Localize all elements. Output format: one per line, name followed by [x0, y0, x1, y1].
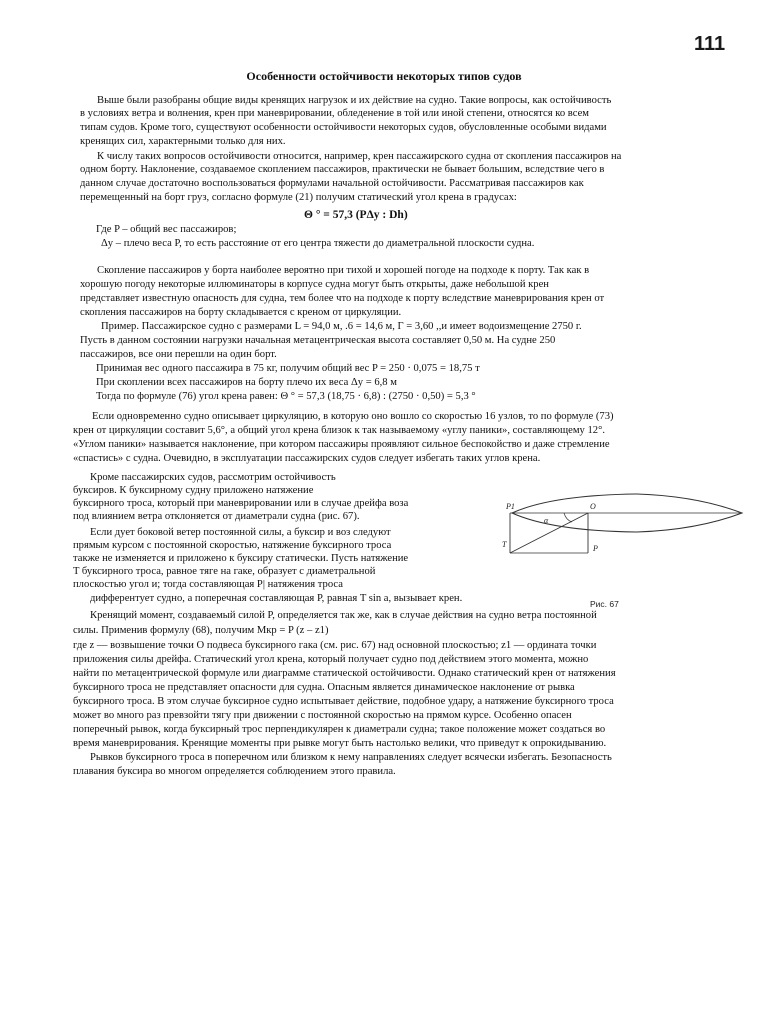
text-line: Если одновременно судно описывает циркуляцию, в которую оно вошло со скоростью 16 узлов, то по формуле (73): [92, 411, 614, 422]
formula-heel-angle: Θ ° = 57,3 (PΔy : Dh): [304, 209, 408, 221]
text-line: буксирного троса не представляет опасности для судна. Опасным является динамическое наклонение от рывка: [73, 682, 575, 693]
text-line: кренящих сил, характерными только для них.: [80, 136, 286, 147]
text-line: дифферентует судно, а поперечная составляющая P, равная T sin a, вызывает крен.: [90, 593, 463, 604]
text-line: Кроме пассажирских судов, рассмотрим остойчивость: [90, 472, 336, 483]
text-line: типам судов. Кроме того, существуют особенности остойчивости некоторых судов, обусловленные особыми видами: [80, 122, 607, 133]
text-line: где z — возвышение точки O подвеса буксирного гака (см. рис. 67) над основной плоскостью; z1 — ордината точки: [73, 640, 597, 651]
text-line: Δy – плечо веса P, то есть расстояние от его центра тяжести до диаметральной плоскости судна.: [101, 238, 535, 249]
text-line: плавания буксира во многом определяется соблюдением этого правила.: [73, 766, 396, 777]
text-line: буксиров. К буксирному судну приложено натяжение: [73, 485, 314, 496]
label-p: P: [593, 544, 598, 553]
text-line: T буксирного троса, равное тяге на гаке, образует с диаметральной: [73, 566, 376, 577]
text-line: время маневрирования. Кренящие моменты при рывке могут быть настолько велики, что приведут к опрокидыванию.: [73, 738, 607, 749]
text-line: перемещенный на борт груз, согласно формуле (21) получим статический угол крена в градусах:: [80, 192, 517, 203]
text-line: приложения силы дрейфа. Статический угол крена, который получает судно под действием этого момента, можно: [73, 654, 589, 665]
text-line: плоскостью угол и; тогда составляющая P| натяжения троса: [73, 579, 343, 590]
text-line: поперечный рывок, когда буксирный трос перпендикулярен к диаметрали судна; такое положение может создаться во: [73, 724, 606, 735]
text-line: в условиях ветра и волнения, крен при маневрировании, обледенение в той или иной степени, относятся ко всем: [80, 108, 589, 119]
text-line: Где P – общий вес пассажиров;: [96, 224, 237, 235]
label-p1: P1: [506, 502, 515, 511]
text-line: данном случае достаточно воспользоваться формулами начальной остойчивости. Рассматривая пассажиров как: [80, 178, 584, 189]
label-o: O: [590, 502, 596, 511]
label-t: T: [502, 540, 507, 549]
text-line: силы. Применив формулу (68), получим Mкр = P (z – z1): [73, 625, 329, 636]
angle-arc: [564, 513, 572, 522]
text-line: представляет известную опасность для судна, тем более что на подходе к порту вследствие маневрирования крен от: [80, 293, 605, 304]
text-line: При скоплении всех пассажиров на борту плечо их веса Δy = 6,8 м: [96, 377, 397, 388]
text-line: Скопление пассажиров у борта наиболее вероятно при тихой и хорошей погоде на подходе к порту. Так как в: [97, 265, 590, 276]
text-line: может во много раз превзойти тягу при движении с постоянной скоростью на прямом курсе. Особенно опасен: [73, 710, 572, 721]
tow-line: [510, 513, 588, 553]
figure-67-diagram: [492, 491, 746, 617]
text-line: «спастись» с судна. Очевидно, в эксплуатации пассажирских судов следует избегать таких углов крена.: [73, 453, 541, 464]
text-line: К числу таких вопросов остойчивости относится, например, крен пассажирского судна от скопления пассажиров на: [97, 151, 622, 162]
page-number: 111: [694, 33, 726, 55]
text-line: Рывков буксирного троса в поперечном или близком к нему направлениях следует всячески избегать. Безопасность: [90, 752, 612, 763]
text-line: также не изменяется и приложено к буксиру статически. Пусть натяжение: [73, 553, 409, 564]
text-line: под влиянием ветра отклоняется от диаметрали судна (рис. 67).: [73, 511, 360, 522]
text-line: буксирного троса, который при маневрировании или в случае дрейфа воза: [73, 498, 409, 509]
text-line: Выше были разобраны общие виды кренящих нагрузок и их действие на судно. Такие вопросы, как остойчивость: [97, 95, 612, 106]
text-line: «Углом паники» называется наклонение, при котором пассажиры проявляют сильное беспокойство и даже стремление: [73, 439, 610, 450]
figure-caption: Рис. 67: [590, 599, 619, 609]
text-line: Пример. Пассажирское судно с размерами L = 94,0 м, .6 = 14,6 м, Г = 3,60 ,,и имеет водоизмещение 2750 г.: [101, 321, 582, 332]
text-line: прямым курсом с постоянной скоростью, натяжение буксирного троса: [73, 540, 392, 551]
text-line: скопления пассажиров на борту складывается с креном от циркуляции.: [80, 307, 402, 318]
text-line: одном борту. Наклонение, создаваемое скоплением пассажиров, практически не бывает большим, вследствие чего в: [80, 164, 605, 175]
text-line: Пусть в данном состоянии нагрузки начальная метацентрическая высота составляет 0,50 м. На судне 250: [80, 335, 556, 346]
text-line: пассажиров, все они перешли на один борт.: [80, 349, 277, 360]
text-line: Принимая вес одного пассажира в 75 кг, получим общий вес P = 250 · 0,075 = 18,75 т: [96, 363, 480, 374]
text-line: хорошую погоду некоторые иллюминаторы в корпусе судна могут быть открыты, даже небольшой крен: [80, 279, 549, 290]
text-line: крен от циркуляции составит 5,6°, а общий угол крена близок к так называемому «углу паники», составляющему 12°.: [73, 425, 605, 436]
label-alpha: α: [544, 516, 549, 525]
section-title: Особенности остойчивости некоторых типов судов: [246, 69, 522, 83]
text-line: найти по метацентрической формуле или диаграмме статической остойчивости. Однако статический крен от натяжения: [73, 668, 616, 679]
text-line: Тогда по формуле (76) угол крена равен: Θ ° = 57,3 (18,75 · 6,8) : (2750 · 0,50) = 5,3 °: [96, 391, 476, 402]
text-line: Кренящий момент, создаваемый силой P, определяется так же, как в случае действия на судно ветра постоянной: [90, 610, 597, 621]
text-line: Если дует боковой ветер постоянной силы, а буксир и воз следуют: [90, 527, 391, 538]
text-line: буксирного троса. В этом случае буксирное судно испытывает действие, подобное удару, а натяжение буксирного троса: [73, 696, 614, 707]
